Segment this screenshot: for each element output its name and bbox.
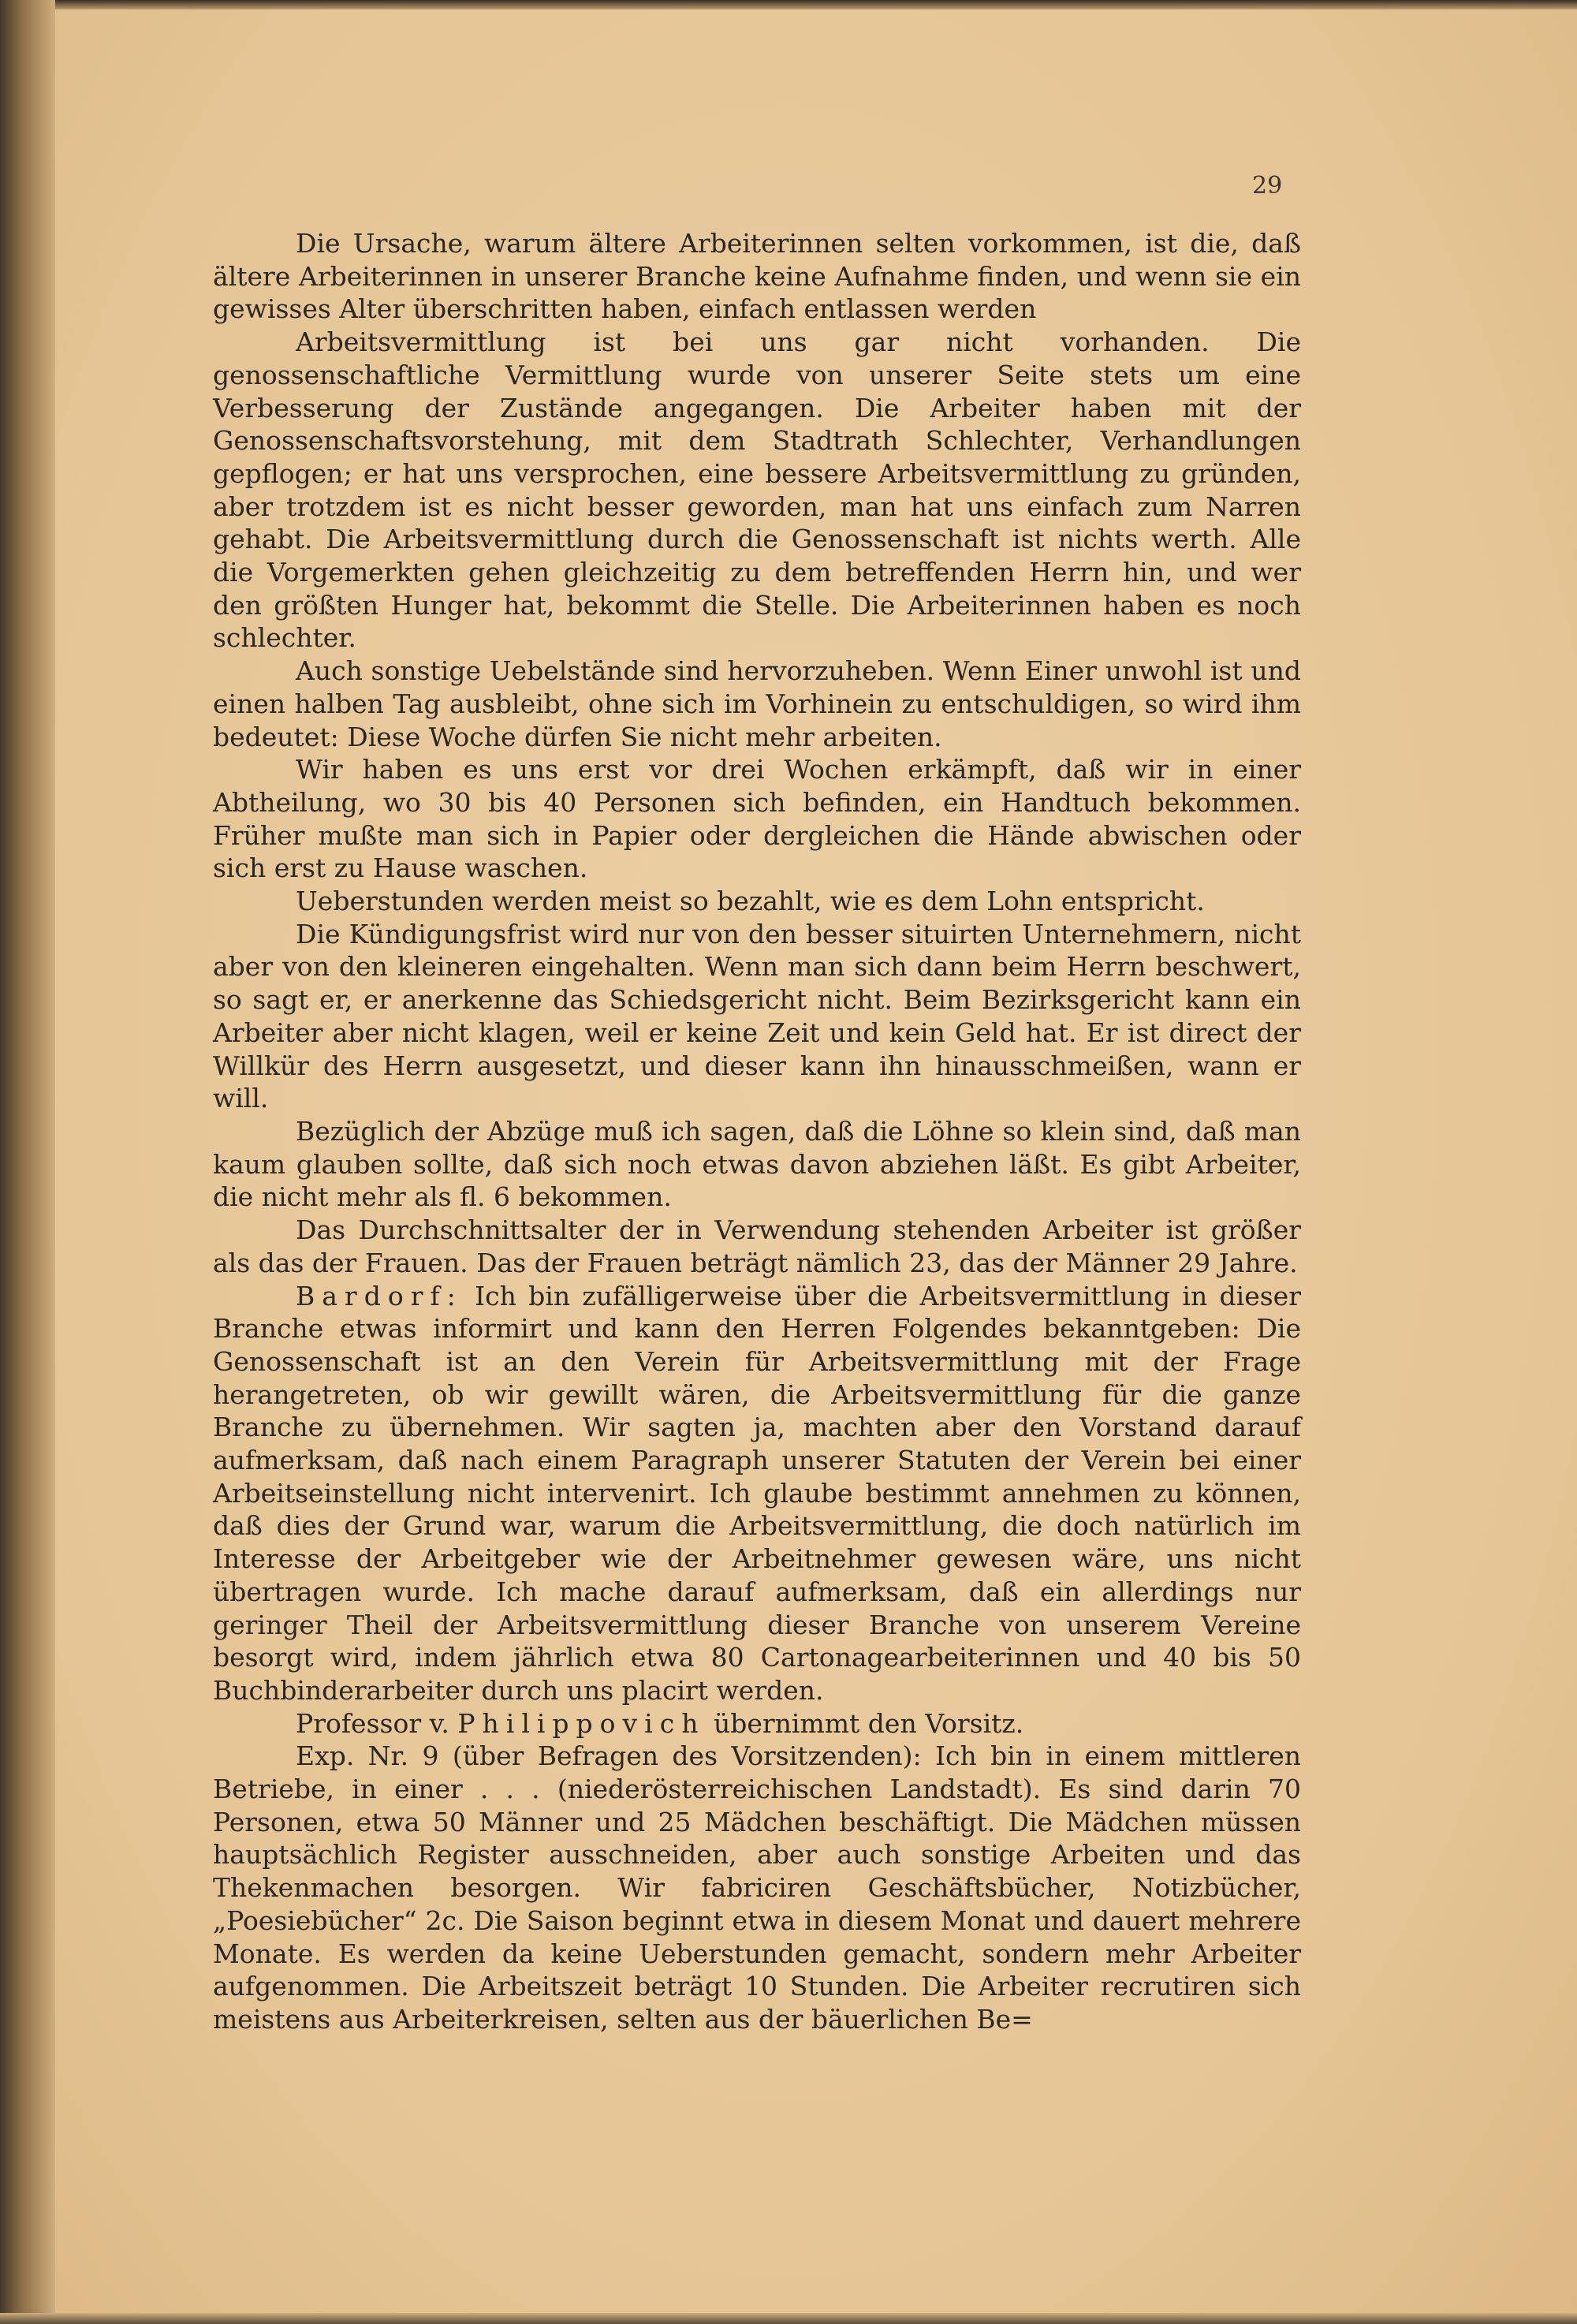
page-top-edge (0, 0, 1577, 9)
page-bottom-edge (0, 2313, 1577, 2324)
paragraph: Die Kündigungsfrist wird nur von den besser situirten Unternehmern, nicht aber von den kleineren eingehalten. Wenn man sich dann beim Herrn beschwert, so sagt er, er anerkenne das Schiedsgericht nicht. Beim Bezirksgericht kann ein Arbeiter aber nicht klagen, weil er keine Zeit und kein Geld hat. Er ist direct der Willkür des Herrn ausgesetzt, und dieser kann ihn hinausschmeißen, wann er will. (213, 918, 1301, 1114)
paragraph-bardorf (213, 1280, 1301, 1707)
paragraph-expert: Exp. Nr. 9 (über Befragen des Vorsitzenden): Ich bin in einem mittleren Betriebe, in einer . . . (niederösterreichischen Landstadt). Es sind darin 70 Personen, etwa 50 Männer und 25 Mädchen beschäftigt. Die Mädchen müssen hauptsächlich Register ausschneiden, aber auch sonstige Arbeiten und das Thekenmachen besorgen. Wir fabriciren Geschäftsbücher, Notizbücher, „Poesiebücher“ 2c. Die Saison beginnt etwa in diesem Monat und dauert mehrere Monate. Es werden da keine Ueberstunden gemacht, sondern mehr Arbeiter aufgenommen. Die Arbeitszeit beträgt 10 Stunden. Die Arbeiter recrutiren sich meistens aus Arbeiterkreisen, selten aus der bäuerlichen Be= (213, 1740, 1301, 2035)
body-text (213, 227, 1301, 2036)
paragraph: Ueberstunden werden meist so bezahlt, wie es dem Lohn entspricht. (296, 886, 1205, 917)
paragraph-chair (213, 1707, 1301, 1740)
page-number: 29 (1252, 172, 1283, 200)
paragraph: Auch sonstige Uebelstände sind hervorzuheben. Wenn Einer unwohl ist und einen halben Tag ausbleibt, ohne sich im Vorhinein zu entschuldigen, so wird ihm bedeutet: Diese Woche dürfen Sie nicht mehr arbeiten. (213, 655, 1301, 752)
paragraph: Wir haben es uns erst vor drei Wochen erkämpft, daß wir in einer Abtheilung, wo 30 bis 40 Personen sich befinden, ein Handtuch bekommen. Früher mußte man sich in Papier oder dergleichen die Hände abwischen oder sich erst zu Hause waschen. (213, 754, 1301, 884)
paragraph: Die Ursache, warum ältere Arbeiterinnen selten vorkommen, ist die, daß ältere Arbeiterinnen in unserer Branche keine Aufnahme finden, und wenn sie ein gewisses Alter überschritten haben, einfach entlassen werden (213, 228, 1301, 325)
speaker-statement: Ich bin zufälligerweise über die Arbeitsvermittlung in dieser Branche etwas informirt und kann den Herren Folgendes bekanntgeben: Die Genossenschaft ist an den Verein für Arbeitsvermittlung mit der Frage herangetreten, ob wir gewillt wären, die Arbeitsvermittlung für die ganze Branche zu übernehmen. Wir sagten ja, machten aber den Vorstand darauf aufmerksam, daß nach einem Paragraph unserer Statuten der Verein bei einer Arbeitseinstellung nicht intervenirt. Ich glaube bestimmt annehmen zu können, daß dies der Grund war, warum die Arbeitsvermittlung, die doch natürlich im Interesse der Arbeitgeber wie der Arbeitnehmer gewesen wäre, uns nicht übertragen wurde. Ich mache darauf aufmerksam, daß ein allerdings nur geringer Theil der Arbeitsvermittlung dieser Branche von unserem Vereine besorgt wird, indem jährlich etwa 80 Cartonagearbeiterinnen und 40 bis 50 Buchbinderarbeiter durch uns placirt werden. (213, 1280, 1301, 1706)
paragraph: Das Durchschnittsalter der in Verwendung stehenden Arbeiter ist größer als das der Frauen. Das der Frauen beträgt nämlich 23, das der Männer 29 Jahre. (213, 1214, 1301, 1278)
speaker-name: Bardorf: (296, 1280, 463, 1311)
chair-prefix: Professor v. (296, 1707, 458, 1739)
chair-name: Philippovich (457, 1707, 706, 1739)
page-binding-edge (0, 0, 55, 2324)
chair-suffix: übernimmt den Vorsitz. (705, 1707, 1024, 1739)
paragraph: Bezüglich der Abzüge muß ich sagen, daß die Löhne so klein sind, daß man kaum glauben sollte, daß sich noch etwas davon abziehen läßt. Es gibt Arbeiter, die nicht mehr als fl. 6 bekommen. (213, 1115, 1301, 1213)
paragraph: Arbeitsvermittlung ist bei uns gar nicht vorhanden. Die genossenschaftliche Vermittlung wurde von unserer Seite stets um eine Verbesserung der Zustände angegangen. Die Arbeiter haben mit der Genossenschaftsvorstehung, mit dem Stadtrath Schlechter, Verhandlungen gepflogen; er hat uns versprochen, eine bessere Arbeitsvermittlung zu gründen, aber trotzdem ist es nicht besser geworden, man hat uns einfach zum Narren gehabt. Die Arbeitsvermittlung durch die Genossenschaft ist nichts werth. Alle die Vorgemerkten gehen gleichzeitig zu dem betreffenden Herrn hin, und wer den größten Hunger hat, bekommt die Stelle. Die Arbeiterinnen haben es noch schlechter. (213, 326, 1301, 654)
